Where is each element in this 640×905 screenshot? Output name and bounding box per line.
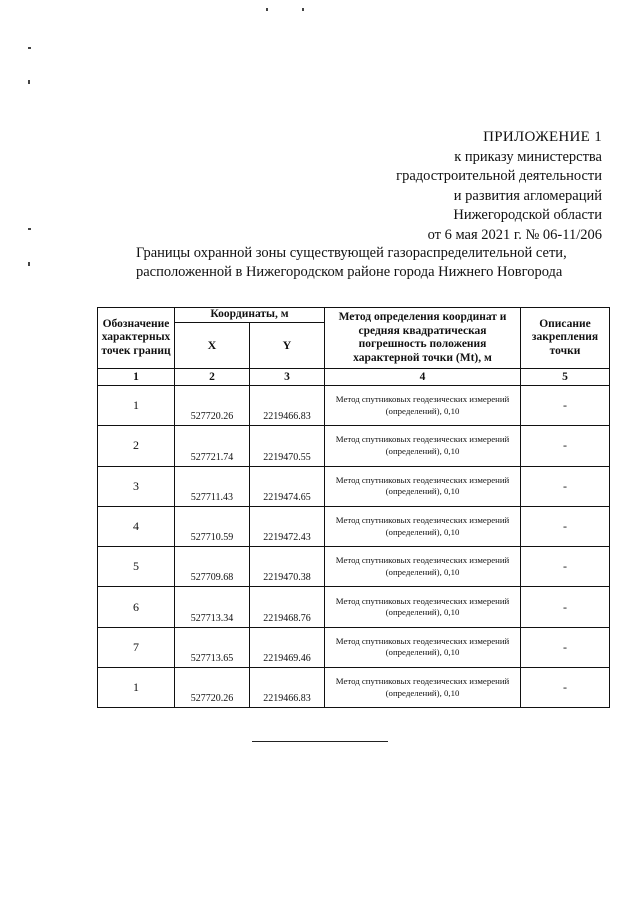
method-text: Метод спутниковых геодезических измерений (определений), 0,10 (325, 668, 521, 708)
column-number: 1 (98, 369, 175, 386)
point-label: 1 (98, 386, 175, 426)
point-label: 1 (98, 668, 175, 708)
table-row (98, 627, 610, 667)
coord-x: 527721.74 (175, 426, 250, 466)
method-text: Метод спутниковых геодезических измерений (определений), 0,10 (325, 466, 521, 506)
coordinates-table (97, 307, 610, 708)
appendix-title: ПРИЛОЖЕНИЕ 1 (483, 129, 602, 145)
coord-x: 527713.65 (175, 627, 250, 667)
point-label: 3 (98, 466, 175, 506)
column-number: 5 (521, 369, 610, 386)
table-row (98, 426, 610, 466)
header-x: X (175, 322, 250, 368)
coord-x: 527709.68 (175, 547, 250, 587)
column-number: 2 (175, 369, 250, 386)
closing-underline (252, 741, 388, 742)
appendix-line: и развития агломераций (453, 187, 602, 204)
table-row (98, 506, 610, 546)
coord-y: 2219470.55 (250, 426, 325, 466)
column-number: 3 (250, 369, 325, 386)
description-value: - (521, 668, 610, 708)
coord-y: 2219472.43 (250, 506, 325, 546)
column-number-row (98, 369, 610, 386)
coord-x: 527710.59 (175, 506, 250, 546)
description-value: - (521, 506, 610, 546)
point-label: 2 (98, 426, 175, 466)
appendix-header (396, 128, 602, 245)
table-row (98, 587, 610, 627)
table-row (98, 668, 610, 708)
coord-y: 2219469.46 (250, 627, 325, 667)
header-method: Метод определения координат и средняя квадратическая погрешность положения характерной точки (Mt), м (325, 308, 521, 369)
document-title (136, 244, 576, 282)
header-coordinates: Координаты, м (175, 308, 325, 323)
scan-speck (28, 228, 31, 230)
document-title-line: Границы охранной зоны существующей газораспределительной сети, (136, 245, 567, 261)
description-value: - (521, 547, 610, 587)
coord-y: 2219474.65 (250, 466, 325, 506)
description-value: - (521, 587, 610, 627)
scan-speck (28, 262, 30, 266)
coord-y: 2219466.83 (250, 668, 325, 708)
method-text: Метод спутниковых геодезических измерений (определений), 0,10 (325, 547, 521, 587)
point-label: 6 (98, 587, 175, 627)
scan-speck (266, 8, 268, 11)
point-label: 4 (98, 506, 175, 546)
table-header-row (98, 308, 610, 323)
header-y: Y (250, 322, 325, 368)
coord-x: 527713.34 (175, 587, 250, 627)
method-text: Метод спутниковых геодезических измерений (определений), 0,10 (325, 627, 521, 667)
header-description: Описание закрепления точки (521, 308, 610, 369)
coord-x: 527711.43 (175, 466, 250, 506)
document-title-line: расположенной в Нижегородском районе города Нижнего Новгорода (136, 264, 563, 280)
point-label: 5 (98, 547, 175, 587)
description-value: - (521, 426, 610, 466)
description-value: - (521, 386, 610, 426)
table-row (98, 466, 610, 506)
point-label: 7 (98, 627, 175, 667)
description-value: - (521, 627, 610, 667)
scan-speck (28, 80, 30, 84)
coord-y: 2219468.76 (250, 587, 325, 627)
appendix-line: градостроительной деятельности (396, 168, 602, 184)
table-row (98, 547, 610, 587)
coord-y: 2219470.38 (250, 547, 325, 587)
description-value: - (521, 466, 610, 506)
appendix-line: к приказу министерства (454, 148, 602, 165)
coord-x: 527720.26 (175, 386, 250, 426)
method-text: Метод спутниковых геодезических измерений (определений), 0,10 (325, 426, 521, 466)
header-point: Обозначение характерных точек границ (98, 308, 175, 369)
coord-y: 2219466.83 (250, 386, 325, 426)
column-number: 4 (325, 369, 521, 386)
scan-speck (28, 47, 31, 49)
table-row (98, 386, 610, 426)
scan-speck (302, 8, 304, 11)
method-text: Метод спутниковых геодезических измерений (определений), 0,10 (325, 386, 521, 426)
appendix-line: Нижегородской области (453, 207, 602, 223)
appendix-order-date: от 6 мая 2021 г. № 06-11/206 (427, 226, 602, 243)
method-text: Метод спутниковых геодезических измерений (определений), 0,10 (325, 506, 521, 546)
coord-x: 527720.26 (175, 668, 250, 708)
method-text: Метод спутниковых геодезических измерений (определений), 0,10 (325, 587, 521, 627)
